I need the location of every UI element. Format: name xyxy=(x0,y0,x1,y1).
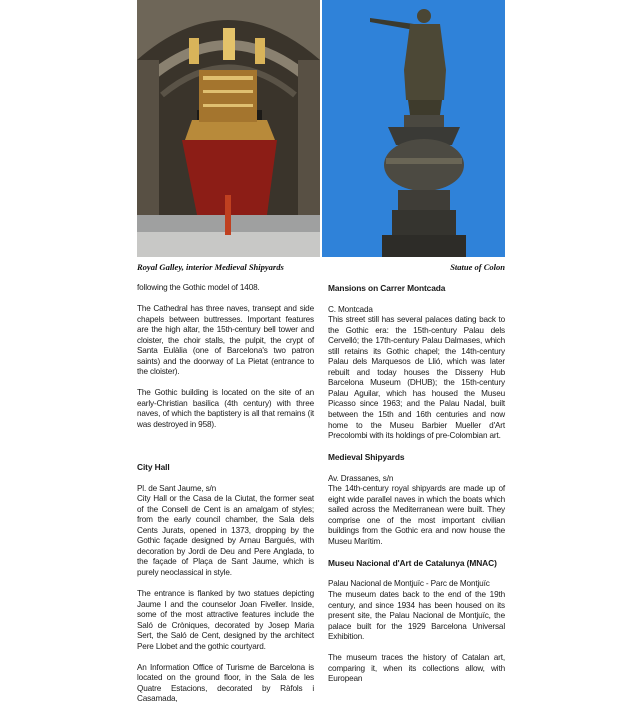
cathedral-paragraph-1: following the Gothic model of 1408. xyxy=(137,283,260,292)
cathedral-paragraph-2: The Cathedral has three naves, transept and side chapels between buttresses. Important features are the high altar, the 15th-century bell tower and cloister, the choir stalls, the pulpit, the crypt of Santa Eulàlia (one of Barcelona's two patron saints) and the doorway of La Pietat (entrance to the cloister). xyxy=(137,304,314,377)
shipyards-address: Av. Drassanes, s/n xyxy=(328,473,394,483)
left-column xyxy=(137,283,314,715)
royal-galley-photo xyxy=(137,0,320,257)
mansions-heading: Mansions on Carrer Montcada xyxy=(328,283,446,293)
city-hall-paragraph-1: City Hall or the Casa de la Ciutat, the former seat of the Consell de Cent is an amalgam of styles; from the early council chamber, the Sala dels Cents Jurats, opened in 1373, dropping by the Gothic façade designed by Arnau Bargués, with decoration by Jordi de Deu and Pere Anglada, to the façade of Plaça de Sant Jaume, which is purely neoclassical in style. xyxy=(137,494,314,577)
cathedral-paragraph-3: The Gothic building is located on the site of an early-Christian basilica (4th century) with three naves, of which the baptistery is all that remains (it was destroyed in 958). xyxy=(137,388,314,430)
mansions-paragraph-1: This street still has several palaces dating back to the Gothic era: the 15th-century Palau dels Cervelló; the 17th-century Palau Dalmases, which still retains its Gothic chapel; the 14th-century Palau dels Marquesos de Llió, which was later rebuilt and today houses the Disseny Hub Barcelona Museum (DHUB); the 15th-century Palau Aguilar, which has housed the Museu Picasso since 1963; and the Palau Nadal, built between the 15th and 16th centuries and now home to the Museu Barbier Mueller d'Art Precolombi with its holdings of pre-Colombian art. xyxy=(328,315,505,441)
statue-of-colon-photo xyxy=(322,0,505,257)
city-hall-heading: City Hall xyxy=(137,462,170,473)
mnac-paragraph-1: The museum dates back to the end of the 19th century, and since 1934 has been housed on its present site, the Palau Nacional de Montjuïc, the palace built for the 1929 Barcelona Universal Exhibition. xyxy=(328,589,505,642)
mansions-address: C. Montcada xyxy=(328,304,373,314)
city-hall-address: Pl. de Sant Jaume, s/n xyxy=(137,483,217,493)
shipyards-heading: Medieval Shipyards xyxy=(328,452,405,463)
mnac-heading: Museu Nacional d'Art de Catalunya (MNAC) xyxy=(328,557,497,568)
city-hall-paragraph-2: The entrance is flanked by two statues depicting Jaume I and the counselor Joan Fiveller. Inside, some of the most attractive features include the Saló de Cròniques, decorated by Josep Maria Sert, the Saló de Cent, designed by the architect Pere Llobet and the gothic courtyard. xyxy=(137,588,314,651)
shipyards-paragraph-1: The 14th-century royal shipyards are made up of eight wide parallel naves in which the boats which sailed across the Mediterranean were built. They comprise one of the most important civilian buildings from the Gothic era and now house the Museu Marítim. xyxy=(328,484,505,546)
statue-of-colon-caption: Statue of Colon xyxy=(450,262,505,272)
right-column xyxy=(328,283,505,695)
mnac-paragraph-2: The museum traces the history of Catalan art, comparing it, when its collections allow, with European xyxy=(328,653,505,684)
city-hall-paragraph-3: An Information Office of Turisme de Barcelona is located on the ground floor, in the Sala de les Quatre Estacions, decorated by Ràfols i Casamada, xyxy=(137,662,314,704)
royal-galley-caption: Royal Galley, interior Medieval Shipyards xyxy=(137,262,284,272)
mnac-address: Palau Nacional de Montjuïc - Parc de Montjuïc xyxy=(328,579,490,589)
